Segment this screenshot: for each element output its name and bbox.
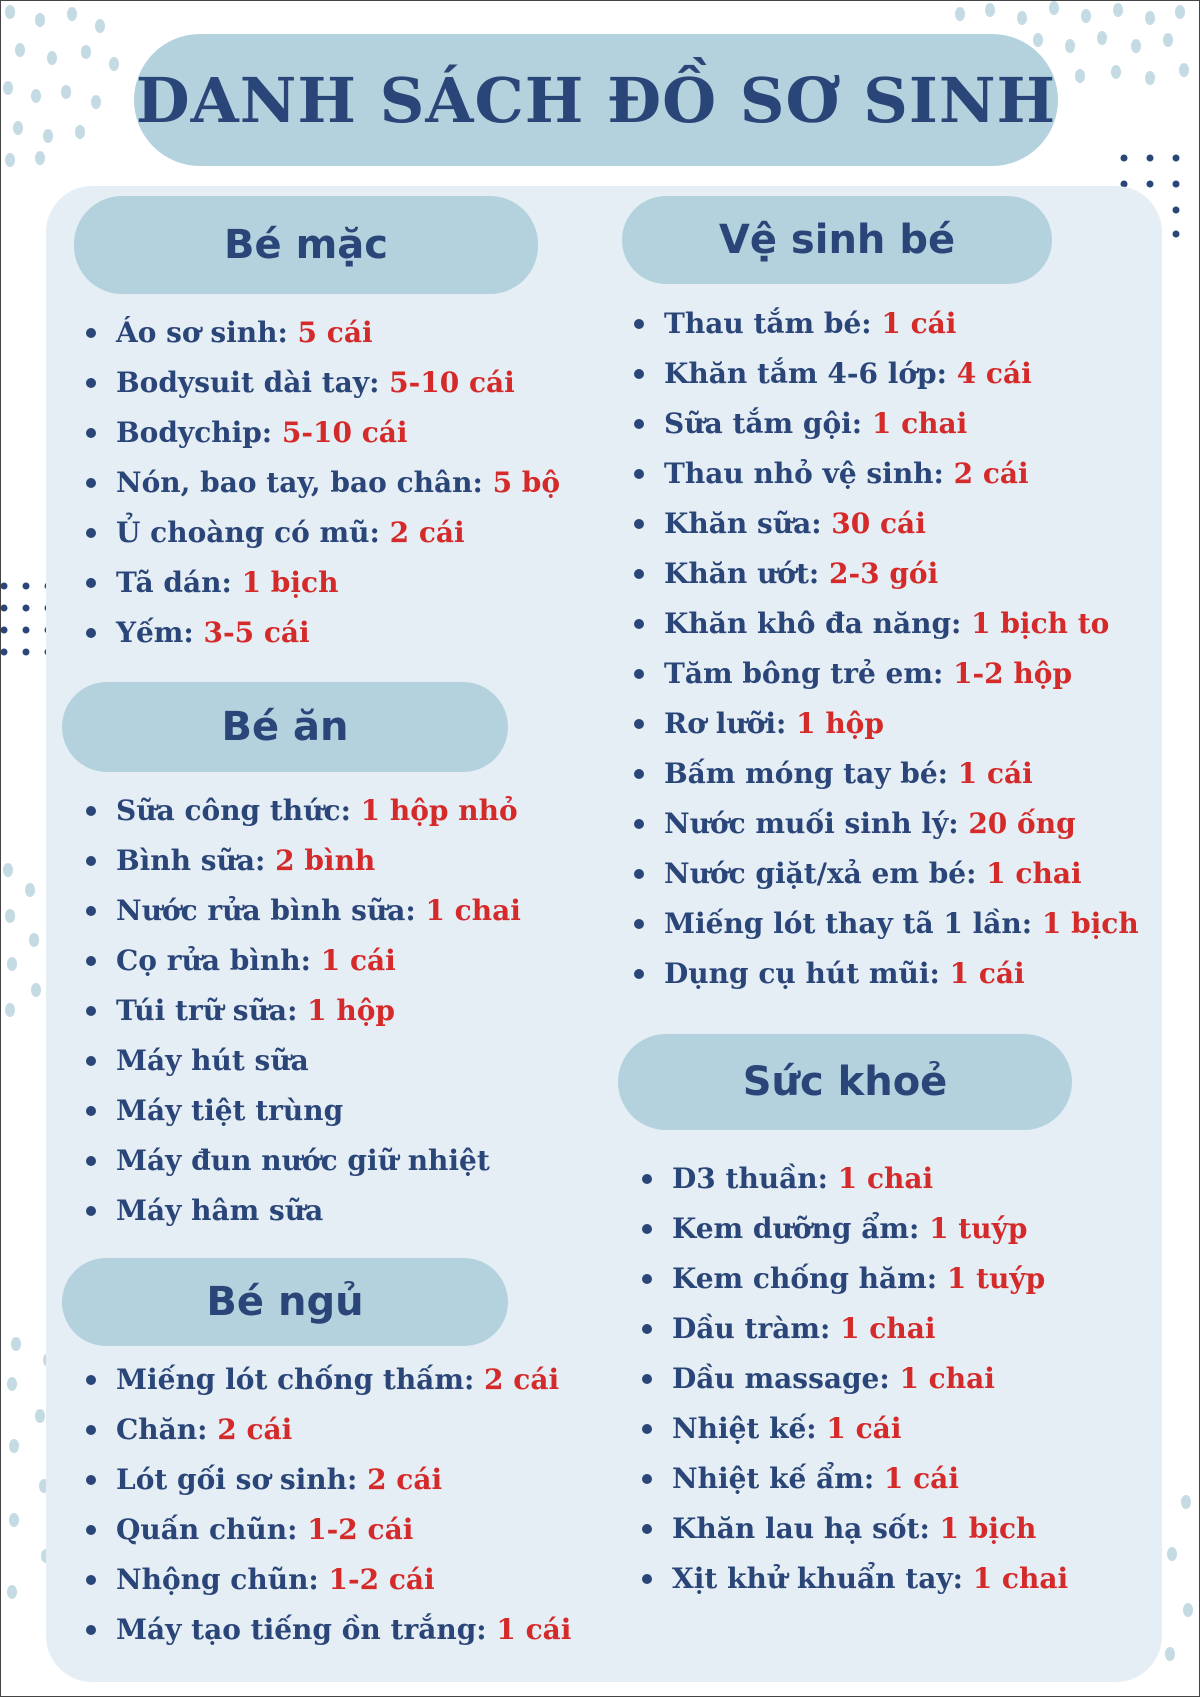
item-quantity: 1 bịch — [939, 1512, 1037, 1545]
list-item — [630, 499, 1139, 549]
bullet-icon — [634, 319, 644, 329]
item-name: Nhiệt kế: — [672, 1412, 817, 1445]
item-name: Kem dưỡng ẩm: — [672, 1212, 920, 1245]
item-quantity: 1 bịch — [1041, 907, 1139, 940]
bullet-icon — [634, 569, 644, 579]
item-name: Bấm móng tay bé: — [664, 757, 948, 790]
item-quantity: 1 chai — [972, 1562, 1069, 1595]
list-item — [82, 886, 521, 936]
bullet-icon — [642, 1224, 652, 1234]
section-heading-be-ngu — [62, 1258, 508, 1346]
item-name: Chăn: — [116, 1413, 208, 1446]
bullet-icon — [86, 1625, 96, 1635]
bullet-icon — [642, 1324, 652, 1334]
list-item — [82, 936, 521, 986]
item-quantity: 2 cái — [953, 457, 1029, 490]
bullet-icon — [86, 1056, 96, 1066]
list-item — [82, 608, 560, 658]
bullet-icon — [86, 1006, 96, 1016]
item-quantity: 1 cái — [496, 1613, 572, 1646]
bullet-icon — [86, 956, 96, 966]
item-quantity: 1 chai — [837, 1162, 934, 1195]
list-item — [630, 349, 1139, 399]
list-item — [82, 786, 521, 836]
item-quantity: 2-3 gói — [829, 557, 939, 590]
item-quantity: 3-5 cái — [203, 616, 310, 649]
item-name: Nước rửa bình sữa: — [116, 894, 416, 927]
item-name: Nhộng chũn: — [116, 1563, 319, 1596]
list-item — [82, 986, 521, 1036]
bullet-icon — [634, 869, 644, 879]
item-name: Bodychip: — [116, 416, 273, 449]
list-item — [630, 549, 1139, 599]
item-name: Máy hâm sữa — [116, 1194, 324, 1227]
bullet-icon — [86, 906, 96, 916]
list-ve-sinh-be — [630, 299, 1139, 999]
item-quantity: 1 bịch to — [971, 607, 1110, 640]
item-name: Máy tạo tiếng ồn trắng: — [116, 1613, 487, 1646]
list-item — [82, 308, 560, 358]
item-quantity: 1 cái — [957, 757, 1033, 790]
item-name: Áo sơ sinh: — [116, 316, 288, 349]
bullet-icon — [642, 1424, 652, 1434]
bullet-icon — [86, 1575, 96, 1585]
list-item — [82, 1355, 571, 1405]
list-item — [82, 408, 560, 458]
item-quantity: 1 cái — [320, 944, 396, 977]
item-name: Thau tắm bé: — [664, 307, 872, 340]
section-heading-ve-sinh-be — [622, 196, 1052, 284]
item-quantity: 1 bịch — [241, 566, 339, 599]
item-quantity: 30 cái — [831, 507, 926, 540]
bullet-icon — [634, 919, 644, 929]
list-item — [82, 1605, 571, 1655]
list-item — [82, 1136, 521, 1186]
list-item — [630, 599, 1139, 649]
item-quantity: 5-10 cái — [389, 366, 515, 399]
bullet-icon — [86, 428, 96, 438]
item-quantity: 1 chai — [871, 407, 968, 440]
item-name: Khăn lau hạ sốt: — [672, 1512, 930, 1545]
item-name: Nước giặt/xả em bé: — [664, 857, 977, 890]
bullet-icon — [86, 1156, 96, 1166]
item-name: Miếng lót chống thấm: — [116, 1363, 475, 1396]
item-name: Tăm bông trẻ em: — [664, 657, 944, 690]
item-name: Khăn sữa: — [664, 507, 822, 540]
bullet-icon — [86, 1525, 96, 1535]
bullet-icon — [86, 478, 96, 488]
item-quantity: 1 chai — [986, 857, 1082, 890]
item-quantity: 4 cái — [956, 357, 1032, 390]
item-quantity: 2 cái — [484, 1363, 560, 1396]
list-item — [630, 399, 1139, 449]
item-name: Quấn chũn: — [116, 1513, 298, 1546]
list-item — [630, 899, 1139, 949]
decorative-dots-top-left — [0, 0, 130, 170]
title-banner — [134, 34, 1058, 166]
list-item — [82, 558, 560, 608]
page-title: DANH SÁCH ĐỒ SƠ SINH — [135, 63, 1057, 137]
section-title: Bé ngủ — [206, 1279, 364, 1325]
bullet-icon — [86, 1106, 96, 1116]
item-quantity: 1 hộp — [307, 994, 395, 1027]
item-quantity: 1 cái — [881, 307, 957, 340]
item-name: D3 thuần: — [672, 1162, 828, 1195]
list-item — [82, 1505, 571, 1555]
bullet-icon — [86, 1425, 96, 1435]
item-name: Sữa công thức: — [116, 794, 351, 827]
list-item — [630, 299, 1139, 349]
item-quantity: 1 chai — [899, 1362, 995, 1395]
list-item — [638, 1554, 1068, 1604]
item-quantity: 2 bình — [275, 844, 376, 877]
item-quantity: 1-2 cái — [307, 1513, 414, 1546]
list-item — [630, 449, 1139, 499]
bullet-icon — [634, 519, 644, 529]
list-item — [638, 1254, 1068, 1304]
bullet-icon — [634, 619, 644, 629]
bullet-icon — [634, 469, 644, 479]
list-item — [82, 358, 560, 408]
item-quantity: 1 tuýp — [946, 1262, 1046, 1295]
item-name: Sữa tắm gội: — [664, 407, 863, 440]
bullet-icon — [86, 1475, 96, 1485]
list-item — [82, 1036, 521, 1086]
bullet-icon — [86, 1206, 96, 1216]
list-item — [82, 508, 560, 558]
section-title: Bé mặc — [224, 222, 388, 268]
list-item — [638, 1454, 1068, 1504]
item-name: Nón, bao tay, bao chân: — [116, 466, 483, 499]
list-item — [630, 649, 1139, 699]
item-quantity: 1 chai — [425, 894, 521, 927]
item-name: Miếng lót thay tã 1 lần: — [664, 907, 1033, 940]
bullet-icon — [634, 769, 644, 779]
item-name: Máy tiệt trùng — [116, 1094, 344, 1127]
item-name: Dụng cụ hút mũi: — [664, 957, 940, 990]
bullet-icon — [86, 1375, 96, 1385]
item-name: Tã dán: — [116, 566, 232, 599]
item-quantity: 1 cái — [883, 1462, 959, 1495]
bullet-icon — [634, 969, 644, 979]
bullet-icon — [642, 1474, 652, 1484]
bullet-icon — [86, 628, 96, 638]
bullet-icon — [634, 719, 644, 729]
bullet-icon — [86, 378, 96, 388]
item-name: Xịt khử khuẩn tay: — [672, 1562, 963, 1595]
item-name: Rơ lưỡi: — [664, 707, 787, 740]
list-item — [82, 1086, 521, 1136]
section-heading-be-an — [62, 682, 508, 772]
item-quantity: 1 cái — [826, 1412, 902, 1445]
item-name: Bình sữa: — [116, 844, 266, 877]
item-name: Kem chống hăm: — [672, 1262, 938, 1295]
section-heading-be-mac — [74, 196, 538, 294]
bullet-icon — [86, 856, 96, 866]
list-item — [82, 1555, 571, 1605]
item-name: Cọ rửa bình: — [116, 944, 311, 977]
item-name: Khăn tắm 4-6 lớp: — [664, 357, 947, 390]
list-item — [638, 1304, 1068, 1354]
item-quantity: 5 cái — [297, 316, 373, 349]
item-name: Thau nhỏ vệ sinh: — [664, 457, 944, 490]
section-title: Bé ăn — [221, 704, 349, 750]
item-name: Khăn ướt: — [664, 557, 820, 590]
item-quantity: 1 chai — [840, 1312, 936, 1345]
list-be-mac — [82, 308, 560, 658]
list-suc-khoe — [638, 1154, 1068, 1604]
bullet-icon — [634, 419, 644, 429]
item-quantity: 20 ống — [968, 807, 1076, 840]
bullet-icon — [642, 1574, 652, 1584]
item-name: Dầu massage: — [672, 1362, 890, 1395]
list-item — [630, 949, 1139, 999]
list-item — [630, 799, 1139, 849]
item-quantity: 1-2 hộp — [953, 657, 1073, 690]
bullet-icon — [86, 328, 96, 338]
section-title: Sức khoẻ — [742, 1059, 948, 1105]
list-item — [82, 458, 560, 508]
bullet-icon — [634, 819, 644, 829]
list-item — [630, 749, 1139, 799]
bullet-icon — [86, 578, 96, 588]
bullet-icon — [86, 806, 96, 816]
item-quantity: 1 tuýp — [929, 1212, 1028, 1245]
item-name: Khăn khô đa năng: — [664, 607, 962, 640]
item-name: Máy đun nước giữ nhiệt — [116, 1144, 490, 1177]
list-item — [82, 836, 521, 886]
list-be-ngu — [82, 1355, 571, 1655]
item-name: Lót gối sơ sinh: — [116, 1463, 358, 1496]
item-quantity: 1 hộp nhỏ — [360, 794, 518, 827]
item-quantity: 5 bộ — [492, 466, 561, 499]
section-title: Vệ sinh bé — [718, 217, 956, 263]
item-name: Dầu tràm: — [672, 1312, 831, 1345]
list-item — [638, 1204, 1068, 1254]
list-item — [638, 1404, 1068, 1454]
bullet-icon — [642, 1174, 652, 1184]
list-item — [82, 1405, 571, 1455]
decorative-dots-left-middle — [0, 860, 50, 1020]
list-item — [638, 1154, 1068, 1204]
bullet-icon — [634, 669, 644, 679]
item-quantity: 2 cái — [389, 516, 465, 549]
bullet-icon — [634, 369, 644, 379]
bullet-icon — [642, 1274, 652, 1284]
list-item — [82, 1455, 571, 1505]
list-item — [630, 699, 1139, 749]
list-item — [82, 1186, 521, 1236]
item-name: Yếm: — [116, 616, 194, 649]
item-name: Nước muối sinh lý: — [664, 807, 959, 840]
list-item — [630, 849, 1139, 899]
bullet-icon — [86, 528, 96, 538]
item-name: Bodysuit dài tay: — [116, 366, 380, 399]
item-name: Nhiệt kế ẩm: — [672, 1462, 875, 1495]
item-name: Túi trữ sữa: — [116, 994, 298, 1027]
list-item — [638, 1354, 1068, 1404]
section-heading-suc-khoe — [618, 1034, 1072, 1130]
bullet-icon — [642, 1374, 652, 1384]
item-quantity: 1 hộp — [796, 707, 884, 740]
item-quantity: 2 cái — [217, 1413, 293, 1446]
item-quantity: 2 cái — [367, 1463, 443, 1496]
item-name: Máy hút sữa — [116, 1044, 309, 1077]
bullet-icon — [642, 1524, 652, 1534]
item-quantity: 1 cái — [949, 957, 1025, 990]
item-quantity: 1-2 cái — [328, 1563, 435, 1596]
item-quantity: 5-10 cái — [281, 416, 408, 449]
list-item — [638, 1504, 1068, 1554]
item-name: Ủ choàng có mũ: — [116, 516, 380, 549]
list-be-an — [82, 786, 521, 1236]
